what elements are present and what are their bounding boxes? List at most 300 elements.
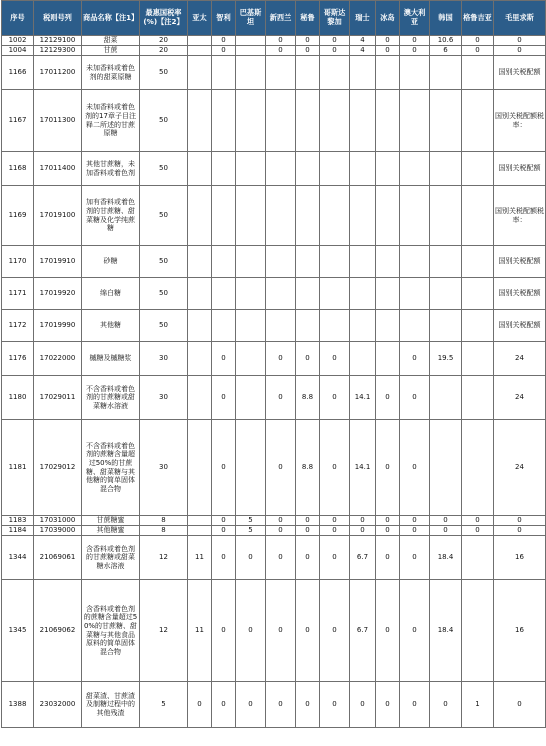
cell-iceland <box>376 310 400 342</box>
cell-chile: 0 <box>212 536 236 580</box>
col-header-nz: 新西兰 <box>266 1 296 36</box>
cell-peru: 8.8 <box>296 420 320 516</box>
cell-korea: 10.6 <box>430 36 462 46</box>
cell-costa-rica: 0 <box>320 580 350 682</box>
cell-chile <box>212 246 236 278</box>
cell-name: 不含香料或着色剂的甘蔗糖或甜菜糖水溶液 <box>82 376 140 420</box>
cell-chile <box>212 310 236 342</box>
cell-name: 加有香料或着色剂的甘蔗糖、甜菜糖及化学纯蔗糖 <box>82 186 140 246</box>
cell-seq: 1171 <box>2 278 34 310</box>
cell-mfn: 50 <box>140 186 188 246</box>
cell-pakistan: 0 <box>236 536 266 580</box>
cell-nz: 0 <box>266 536 296 580</box>
cell-swiss <box>350 278 376 310</box>
cell-code: 17031000 <box>34 516 82 526</box>
cell-costa-rica <box>320 278 350 310</box>
cell-korea: 0 <box>430 526 462 536</box>
cell-costa-rica: 0 <box>320 46 350 56</box>
cell-swiss <box>350 152 376 186</box>
cell-code: 12129300 <box>34 46 82 56</box>
cell-peru <box>296 56 320 90</box>
cell-code: 17011400 <box>34 152 82 186</box>
cell-iceland: 0 <box>376 682 400 728</box>
cell-georgia <box>462 186 494 246</box>
cell-iceland <box>376 342 400 376</box>
col-header-mfn: 最惠国税率(%)【注2】 <box>140 1 188 36</box>
table-row <box>2 90 546 152</box>
cell-iceland: 0 <box>376 420 400 516</box>
cell-iceland <box>376 90 400 152</box>
header-row <box>2 1 546 36</box>
cell-swiss: 0 <box>350 516 376 526</box>
table-row <box>2 278 546 310</box>
cell-name: 甜菜 <box>82 36 140 46</box>
cell-iceland: 0 <box>376 536 400 580</box>
cell-code: 12129100 <box>34 36 82 46</box>
cell-peru: 0 <box>296 46 320 56</box>
cell-swiss: 14.1 <box>350 376 376 420</box>
cell-apta <box>188 278 212 310</box>
cell-pakistan: 0 <box>236 682 266 728</box>
col-header-australia: 澳大利亚 <box>400 1 430 36</box>
cell-code: 17019910 <box>34 246 82 278</box>
cell-apta: 11 <box>188 580 212 682</box>
cell-korea <box>430 376 462 420</box>
cell-costa-rica: 0 <box>320 36 350 46</box>
cell-code: 17019990 <box>34 310 82 342</box>
cell-chile: 0 <box>212 682 236 728</box>
cell-nz <box>266 152 296 186</box>
cell-pakistan <box>236 420 266 516</box>
table-row <box>2 526 546 536</box>
cell-australia <box>400 278 430 310</box>
cell-korea <box>430 246 462 278</box>
cell-pakistan: 5 <box>236 516 266 526</box>
cell-korea <box>430 310 462 342</box>
cell-chile <box>212 56 236 90</box>
cell-australia <box>400 90 430 152</box>
cell-pakistan <box>236 342 266 376</box>
cell-chile: 0 <box>212 526 236 536</box>
cell-australia: 0 <box>400 580 430 682</box>
cell-chile: 0 <box>212 516 236 526</box>
cell-iceland: 0 <box>376 36 400 46</box>
cell-pakistan <box>236 46 266 56</box>
cell-georgia: 0 <box>462 526 494 536</box>
cell-peru: 0 <box>296 516 320 526</box>
cell-iceland <box>376 152 400 186</box>
cell-chile: 0 <box>212 342 236 376</box>
cell-mauritius: 国别关税配额 <box>494 310 546 342</box>
cell-georgia <box>462 580 494 682</box>
cell-pakistan <box>236 152 266 186</box>
cell-costa-rica <box>320 186 350 246</box>
table-row <box>2 536 546 580</box>
tariff-table <box>1 0 546 728</box>
cell-mfn: 50 <box>140 278 188 310</box>
cell-apta <box>188 186 212 246</box>
cell-apta: 11 <box>188 536 212 580</box>
cell-apta <box>188 46 212 56</box>
cell-georgia <box>462 536 494 580</box>
col-header-seq: 序号 <box>2 1 34 36</box>
cell-mfn: 20 <box>140 36 188 46</box>
cell-nz <box>266 56 296 90</box>
cell-costa-rica: 0 <box>320 536 350 580</box>
cell-georgia <box>462 152 494 186</box>
cell-name: 甘蔗糖蜜 <box>82 516 140 526</box>
cell-australia: 0 <box>400 376 430 420</box>
table-row <box>2 310 546 342</box>
cell-iceland <box>376 278 400 310</box>
col-header-costa-rica: 哥斯达黎加 <box>320 1 350 36</box>
cell-peru: 0 <box>296 36 320 46</box>
cell-swiss <box>350 246 376 278</box>
cell-australia: 0 <box>400 420 430 516</box>
cell-georgia <box>462 420 494 516</box>
cell-swiss: 14.1 <box>350 420 376 516</box>
cell-code: 17019100 <box>34 186 82 246</box>
cell-apta: 0 <box>188 682 212 728</box>
cell-seq: 1166 <box>2 56 34 90</box>
cell-mfn: 12 <box>140 580 188 682</box>
cell-name: 未加香料或着色剂的17章子目注释二所述的甘蔗原糖 <box>82 90 140 152</box>
cell-georgia <box>462 342 494 376</box>
cell-nz: 0 <box>266 420 296 516</box>
cell-swiss <box>350 56 376 90</box>
cell-pakistan: 5 <box>236 526 266 536</box>
cell-apta <box>188 56 212 90</box>
cell-pakistan <box>236 186 266 246</box>
cell-name: 其他甘蔗糖，未加香料或着色剂 <box>82 152 140 186</box>
cell-apta <box>188 246 212 278</box>
cell-korea <box>430 186 462 246</box>
cell-iceland: 0 <box>376 526 400 536</box>
cell-australia <box>400 186 430 246</box>
cell-seq: 1169 <box>2 186 34 246</box>
col-header-iceland: 冰岛 <box>376 1 400 36</box>
cell-seq: 1388 <box>2 682 34 728</box>
table-row <box>2 580 546 682</box>
cell-australia <box>400 152 430 186</box>
cell-code: 17022000 <box>34 342 82 376</box>
cell-mauritius: 24 <box>494 342 546 376</box>
cell-mauritius: 24 <box>494 376 546 420</box>
cell-chile <box>212 152 236 186</box>
cell-georgia <box>462 246 494 278</box>
cell-costa-rica: 0 <box>320 376 350 420</box>
cell-chile: 0 <box>212 46 236 56</box>
cell-peru: 0 <box>296 342 320 376</box>
cell-code: 21069061 <box>34 536 82 580</box>
cell-costa-rica <box>320 310 350 342</box>
cell-mauritius: 16 <box>494 580 546 682</box>
cell-georgia: 0 <box>462 46 494 56</box>
cell-seq: 1180 <box>2 376 34 420</box>
cell-korea <box>430 56 462 90</box>
col-header-korea: 韩国 <box>430 1 462 36</box>
cell-nz <box>266 278 296 310</box>
cell-mfn: 50 <box>140 56 188 90</box>
cell-nz <box>266 186 296 246</box>
cell-seq: 1002 <box>2 36 34 46</box>
cell-code: 17029012 <box>34 420 82 516</box>
col-header-georgia: 格鲁吉亚 <box>462 1 494 36</box>
cell-georgia: 0 <box>462 36 494 46</box>
cell-seq: 1184 <box>2 526 34 536</box>
cell-pakistan <box>236 278 266 310</box>
cell-peru: 0 <box>296 526 320 536</box>
cell-mauritius: 24 <box>494 420 546 516</box>
cell-mfn: 5 <box>140 682 188 728</box>
cell-mfn: 20 <box>140 46 188 56</box>
table-row <box>2 56 546 90</box>
col-header-code: 税则号列 <box>34 1 82 36</box>
cell-seq: 1345 <box>2 580 34 682</box>
cell-mauritius: 国别关税配额税率： <box>494 90 546 152</box>
cell-chile: 0 <box>212 420 236 516</box>
cell-georgia <box>462 376 494 420</box>
table-row <box>2 246 546 278</box>
cell-korea <box>430 278 462 310</box>
cell-mauritius: 0 <box>494 516 546 526</box>
cell-pakistan <box>236 246 266 278</box>
cell-name: 甘蔗 <box>82 46 140 56</box>
cell-mauritius: 0 <box>494 526 546 536</box>
cell-chile: 0 <box>212 580 236 682</box>
cell-iceland: 0 <box>376 516 400 526</box>
cell-pakistan: 0 <box>236 580 266 682</box>
cell-costa-rica <box>320 90 350 152</box>
table-row <box>2 152 546 186</box>
cell-korea: 18.4 <box>430 536 462 580</box>
cell-apta <box>188 152 212 186</box>
cell-costa-rica <box>320 56 350 90</box>
cell-pakistan <box>236 36 266 46</box>
cell-apta <box>188 90 212 152</box>
cell-pakistan <box>236 376 266 420</box>
cell-costa-rica: 0 <box>320 420 350 516</box>
cell-peru <box>296 246 320 278</box>
cell-code: 17011300 <box>34 90 82 152</box>
table-row <box>2 36 546 46</box>
cell-seq: 1172 <box>2 310 34 342</box>
cell-name: 含香料或着色剂的甘蔗糖或甜菜糖水溶液 <box>82 536 140 580</box>
cell-australia <box>400 310 430 342</box>
cell-iceland: 0 <box>376 580 400 682</box>
cell-swiss <box>350 342 376 376</box>
cell-nz: 0 <box>266 516 296 526</box>
table-row <box>2 420 546 516</box>
cell-seq: 1344 <box>2 536 34 580</box>
cell-australia: 0 <box>400 516 430 526</box>
cell-mauritius: 0 <box>494 36 546 46</box>
cell-swiss: 0 <box>350 526 376 536</box>
cell-pakistan <box>236 90 266 152</box>
cell-korea: 0 <box>430 516 462 526</box>
cell-australia <box>400 56 430 90</box>
cell-pakistan <box>236 310 266 342</box>
cell-code: 23032000 <box>34 682 82 728</box>
cell-mfn: 50 <box>140 152 188 186</box>
cell-mfn: 30 <box>140 420 188 516</box>
cell-mfn: 50 <box>140 90 188 152</box>
cell-name: 砂糖 <box>82 246 140 278</box>
col-header-name: 商品名称【注1】 <box>82 1 140 36</box>
cell-nz: 0 <box>266 580 296 682</box>
cell-swiss: 0 <box>350 682 376 728</box>
cell-korea: 18.4 <box>430 580 462 682</box>
cell-peru <box>296 152 320 186</box>
cell-seq: 1004 <box>2 46 34 56</box>
cell-iceland <box>376 186 400 246</box>
cell-iceland: 0 <box>376 46 400 56</box>
cell-australia: 0 <box>400 682 430 728</box>
cell-costa-rica <box>320 152 350 186</box>
cell-mfn: 8 <box>140 526 188 536</box>
cell-apta <box>188 526 212 536</box>
cell-costa-rica: 0 <box>320 342 350 376</box>
cell-georgia <box>462 90 494 152</box>
cell-georgia <box>462 310 494 342</box>
cell-nz <box>266 310 296 342</box>
cell-seq: 1168 <box>2 152 34 186</box>
cell-georgia <box>462 56 494 90</box>
cell-mauritius: 国别关税配额 <box>494 246 546 278</box>
cell-apta <box>188 376 212 420</box>
cell-australia: 0 <box>400 342 430 376</box>
cell-nz: 0 <box>266 682 296 728</box>
cell-mfn: 8 <box>140 516 188 526</box>
cell-australia: 0 <box>400 526 430 536</box>
cell-nz: 0 <box>266 526 296 536</box>
table-header <box>2 1 546 36</box>
cell-chile <box>212 278 236 310</box>
cell-costa-rica: 0 <box>320 682 350 728</box>
cell-name: 槭糖及槭糖浆 <box>82 342 140 376</box>
cell-mauritius: 0 <box>494 682 546 728</box>
table-row <box>2 186 546 246</box>
cell-peru: 0 <box>296 580 320 682</box>
cell-peru <box>296 310 320 342</box>
cell-seq: 1181 <box>2 420 34 516</box>
cell-korea: 6 <box>430 46 462 56</box>
table-row <box>2 682 546 728</box>
cell-mauritius: 国别关税配额 <box>494 56 546 90</box>
cell-code: 21069062 <box>34 580 82 682</box>
table-row <box>2 516 546 526</box>
cell-peru: 0 <box>296 536 320 580</box>
col-header-pakistan: 巴基斯坦 <box>236 1 266 36</box>
table-row <box>2 46 546 56</box>
cell-nz <box>266 90 296 152</box>
cell-nz <box>266 246 296 278</box>
cell-peru: 8.8 <box>296 376 320 420</box>
cell-apta <box>188 36 212 46</box>
cell-code: 17011200 <box>34 56 82 90</box>
cell-apta <box>188 310 212 342</box>
cell-australia <box>400 246 430 278</box>
col-header-peru: 秘鲁 <box>296 1 320 36</box>
cell-mfn: 50 <box>140 310 188 342</box>
cell-swiss: 4 <box>350 46 376 56</box>
cell-swiss: 6.7 <box>350 536 376 580</box>
cell-australia: 0 <box>400 36 430 46</box>
cell-chile <box>212 90 236 152</box>
cell-korea <box>430 420 462 516</box>
table-row <box>2 376 546 420</box>
cell-nz: 0 <box>266 376 296 420</box>
cell-australia: 0 <box>400 46 430 56</box>
cell-peru <box>296 278 320 310</box>
cell-mfn: 50 <box>140 246 188 278</box>
cell-chile: 0 <box>212 376 236 420</box>
cell-mauritius: 国别关税配额 <box>494 278 546 310</box>
cell-korea <box>430 152 462 186</box>
cell-australia: 0 <box>400 536 430 580</box>
cell-code: 17039000 <box>34 526 82 536</box>
cell-apta <box>188 516 212 526</box>
cell-nz: 0 <box>266 342 296 376</box>
col-header-swiss: 瑞士 <box>350 1 376 36</box>
cell-code: 17019920 <box>34 278 82 310</box>
cell-swiss: 4 <box>350 36 376 46</box>
cell-georgia <box>462 278 494 310</box>
cell-peru: 0 <box>296 682 320 728</box>
cell-korea: 19.5 <box>430 342 462 376</box>
cell-mfn: 12 <box>140 536 188 580</box>
cell-nz: 0 <box>266 46 296 56</box>
cell-name: 未加香料或着色剂的甜菜原糖 <box>82 56 140 90</box>
table-body <box>2 36 546 728</box>
cell-peru <box>296 90 320 152</box>
cell-code: 17029011 <box>34 376 82 420</box>
cell-swiss <box>350 310 376 342</box>
table-row <box>2 342 546 376</box>
cell-swiss <box>350 186 376 246</box>
cell-georgia: 0 <box>462 516 494 526</box>
col-header-apta: 亚太 <box>188 1 212 36</box>
cell-iceland: 0 <box>376 376 400 420</box>
cell-costa-rica <box>320 246 350 278</box>
cell-name: 其他糖 <box>82 310 140 342</box>
cell-korea <box>430 90 462 152</box>
cell-korea: 0 <box>430 682 462 728</box>
cell-mfn: 30 <box>140 342 188 376</box>
col-header-chile: 智利 <box>212 1 236 36</box>
col-header-mauritius: 毛里求斯 <box>494 1 546 36</box>
cell-seq: 1176 <box>2 342 34 376</box>
cell-iceland <box>376 246 400 278</box>
cell-name: 其他糖蜜 <box>82 526 140 536</box>
cell-peru <box>296 186 320 246</box>
cell-mauritius: 国别关税配额 <box>494 152 546 186</box>
cell-swiss: 6.7 <box>350 580 376 682</box>
cell-costa-rica: 0 <box>320 526 350 536</box>
cell-apta <box>188 420 212 516</box>
cell-chile: 0 <box>212 36 236 46</box>
cell-apta <box>188 342 212 376</box>
cell-chile <box>212 186 236 246</box>
cell-georgia: 1 <box>462 682 494 728</box>
cell-seq: 1167 <box>2 90 34 152</box>
cell-pakistan <box>236 56 266 90</box>
cell-mauritius: 0 <box>494 46 546 56</box>
cell-name: 甜菜渣、甘蔗渣及制糖过程中的其他残渣 <box>82 682 140 728</box>
cell-name: 不含香料或着色剂的蔗糖含量超过50%的甘蔗糖、甜菜糖与其他糖的简单固体混合物 <box>82 420 140 516</box>
cell-seq: 1183 <box>2 516 34 526</box>
cell-mauritius: 16 <box>494 536 546 580</box>
